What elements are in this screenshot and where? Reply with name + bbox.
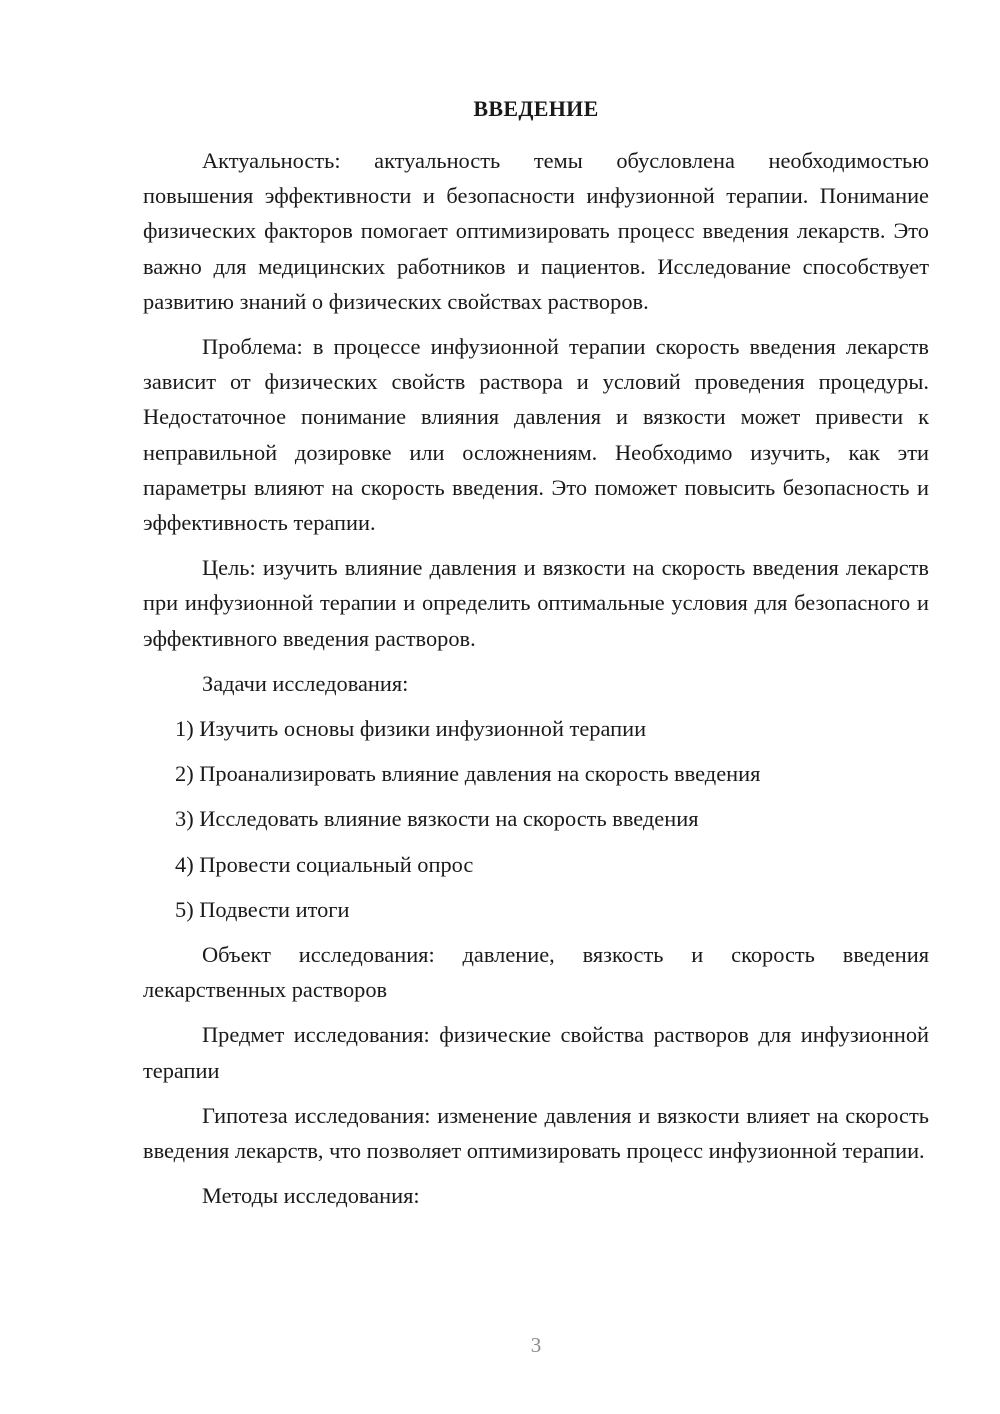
list-item: 2) Проанализировать влияние давления на скорость введения <box>175 761 761 787</box>
tasks-title: Задачи исследования: <box>202 670 409 696</box>
list-item: 3) Исследовать влияние вязкости на скорость введения <box>175 806 699 832</box>
methods-title: Методы исследования: <box>202 1183 420 1209</box>
paragraph-hypothesis: Гипотеза исследования: изменение давления и вязкости влияет на скорость введения лекарств, что позволяет оптимизировать процесс инфузионной терапии. <box>143 1102 929 1164</box>
paragraph-relevance: Актуальность: актуальность темы обусловлена необходимостью повышения эффективности и безопасности инфузионной терапии. Понимание физических факторов помогает оптимизировать процесс введения лекарств. Это важно для медицинских работников и пациентов. Исследование способствует развитию знаний о физических свойствах растворов. <box>143 148 929 314</box>
page-number: 3 <box>530 1333 542 1357</box>
list-item: 1) Изучить основы физики инфузионной терапии <box>175 716 647 742</box>
paragraph-problem: Проблема: в процессе инфузионной терапии скорость введения лекарств зависит от физических свойств раствора и условий проведения процедуры. Недостаточное понимание влияния давления и вязкости может привести к неправильной дозировке или осложнениям. Необходимо изучить, как эти параметры влияют на скорость введения. Это поможет повысить безопасность и эффективность терапии. <box>143 334 929 536</box>
list-item: 5) Подвести итоги <box>175 896 350 922</box>
tasks-list <box>143 711 929 927</box>
section-heading: ВВЕДЕНИЕ <box>473 96 599 121</box>
paragraph-subject: Предмет исследования: физические свойства растворов для инфузионной терапии <box>143 1022 929 1083</box>
list-item: 4) Провести социальный опрос <box>175 851 474 877</box>
paragraph-goal: Цель: изучить влияние давления и вязкости на скорость введения лекарств при инфузионной терапии и определить оптимальные условия для безопасного и эффективного введения растворов. <box>143 555 929 651</box>
paragraph-object: Объект исследования: давление, вязкость и скорость введения лекарственных растворов <box>143 942 929 1003</box>
section-body <box>143 143 929 1223</box>
document-page <box>143 0 929 1414</box>
